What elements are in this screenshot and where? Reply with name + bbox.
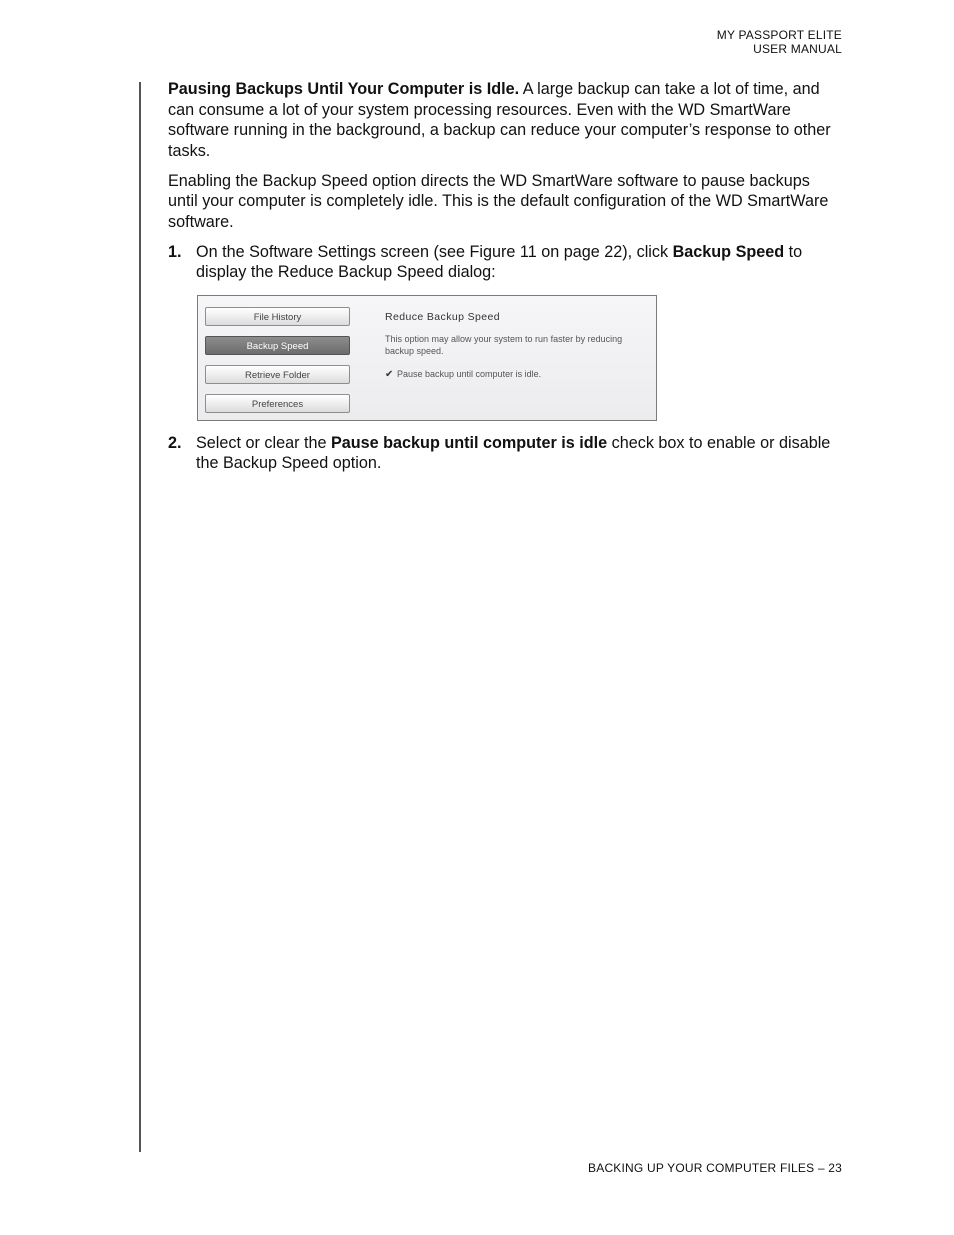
step-text-end: check box to enable or disable the Backup Speed option. xyxy=(196,433,831,472)
checkbox-label: Pause backup until computer is idle. xyxy=(397,368,542,379)
dialog-description: This option may allow your system to run faster by reducing backup speed. xyxy=(385,333,623,356)
preferences-button[interactable]: Preferences xyxy=(205,394,350,413)
step-number: 2. xyxy=(168,433,182,452)
retrieve-folder-button[interactable]: Retrieve Folder xyxy=(205,365,350,384)
page-content xyxy=(168,79,843,483)
pause-backup-checkbox[interactable] xyxy=(385,368,541,380)
step-2 xyxy=(168,433,843,474)
file-history-button[interactable]: File History xyxy=(205,307,350,326)
step-text: Select or clear the xyxy=(196,433,331,452)
reduce-backup-speed-dialog xyxy=(197,295,657,421)
running-footer: BACKING UP YOUR COMPUTER FILES – 23 xyxy=(588,1161,842,1175)
step-bold-text: Backup Speed xyxy=(672,242,785,261)
dialog-title: Reduce Backup Speed xyxy=(385,310,501,323)
backup-speed-button[interactable]: Backup Speed xyxy=(205,336,350,355)
step-number: 1. xyxy=(168,242,182,261)
section-heading: Pausing Backups Until Your Computer is Idle. xyxy=(168,80,520,98)
step-text-end: to display the Reduce Backup Speed dialog: xyxy=(196,242,803,281)
body-paragraph: Enabling the Backup Speed option directs the WD SmartWare software to pause backups until your computer is completely idle. This is the default configuration of the WD SmartWare software. xyxy=(168,171,829,231)
header-product-title: MY PASSPORT ELITE xyxy=(716,28,842,42)
step-text: On the Software Settings screen (see Figure 11 on page 22), click xyxy=(196,242,673,261)
header-manual-title: USER MANUAL xyxy=(753,42,842,56)
margin-rule xyxy=(139,82,141,1152)
step-1 xyxy=(168,242,843,283)
checkmark-icon[interactable]: ✔ xyxy=(385,368,394,380)
step-bold-text: Pause backup until computer is idle xyxy=(330,433,608,452)
intro-text: A large backup can take a lot of time, and can consume a lot of your system processing resources. Even with the WD SmartWare software running in the background, a backup can reduce your computer’s response to other tasks. xyxy=(168,80,831,160)
running-header xyxy=(717,28,842,56)
intro-paragraph xyxy=(168,79,843,161)
